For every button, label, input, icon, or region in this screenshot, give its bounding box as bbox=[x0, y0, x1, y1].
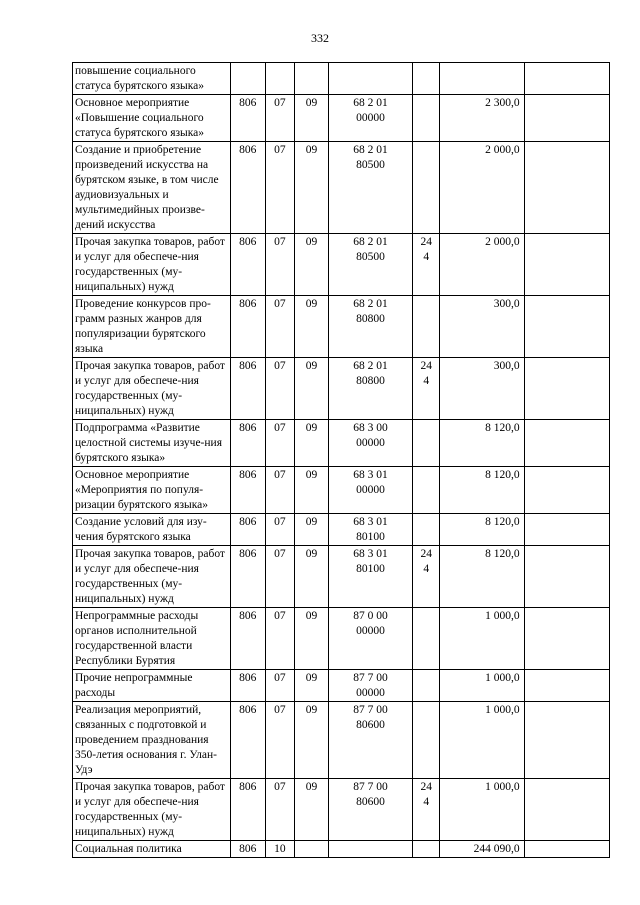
cell-section: 07 bbox=[265, 467, 294, 514]
cell-amount: 2 000,0 bbox=[440, 142, 524, 234]
cell-empty bbox=[524, 670, 609, 702]
cell-target-article: 68 3 01 80100 bbox=[328, 546, 412, 608]
cell-expense-name: Основное мероприятие «Повышение социального статуса бурятского языка» bbox=[73, 95, 231, 142]
table-row bbox=[73, 841, 610, 858]
cell-expense-type bbox=[413, 702, 440, 779]
cell-subsection: 09 bbox=[295, 420, 329, 467]
cell-expense-type: 24 4 bbox=[413, 546, 440, 608]
cell-expense-name: Основное мероприятие «Мероприятия по популя-ризации бурятского языка» bbox=[73, 467, 231, 514]
table-row bbox=[73, 514, 610, 546]
cell-empty bbox=[524, 514, 609, 546]
cell-section: 07 bbox=[265, 234, 294, 296]
budget-table bbox=[72, 62, 610, 858]
cell-expense-type bbox=[413, 420, 440, 467]
cell-amount: 1 000,0 bbox=[440, 608, 524, 670]
cell-expense-type: 24 4 bbox=[413, 234, 440, 296]
cell-grbs-code: 806 bbox=[230, 670, 265, 702]
cell-target-article: 68 2 01 80500 bbox=[328, 142, 412, 234]
cell-section: 07 bbox=[265, 514, 294, 546]
cell-section: 07 bbox=[265, 702, 294, 779]
cell-expense-name: Прочая закупка товаров, работ и услуг для обеспече-ния государственных (му-ниципальных) нужд bbox=[73, 546, 231, 608]
cell-amount: 1 000,0 bbox=[440, 702, 524, 779]
cell-target-article: 68 3 00 00000 bbox=[328, 420, 412, 467]
table-row bbox=[73, 142, 610, 234]
table-row bbox=[73, 670, 610, 702]
cell-expense-name: повышение социального статуса бурятского языка» bbox=[73, 63, 231, 95]
cell-empty bbox=[524, 702, 609, 779]
table-row bbox=[73, 467, 610, 514]
cell-empty bbox=[524, 95, 609, 142]
cell-grbs-code: 806 bbox=[230, 467, 265, 514]
cell-expense-type bbox=[413, 514, 440, 546]
cell-expense-name: Социальная политика bbox=[73, 841, 231, 858]
cell-expense-name: Прочая закупка товаров, работ и услуг для обеспече-ния государственных (му-ниципальных) нужд bbox=[73, 234, 231, 296]
cell-grbs-code: 806 bbox=[230, 358, 265, 420]
cell-section: 07 bbox=[265, 670, 294, 702]
cell-expense-name: Реализация мероприятий, связанных с подготовкой и проведением празднования 350-летия основания г. Улан-Удэ bbox=[73, 702, 231, 779]
cell-target-article: 68 2 01 80800 bbox=[328, 296, 412, 358]
cell-target-article: 87 7 00 80600 bbox=[328, 702, 412, 779]
cell-subsection: 09 bbox=[295, 142, 329, 234]
cell-section: 07 bbox=[265, 420, 294, 467]
cell-amount: 1 000,0 bbox=[440, 670, 524, 702]
cell-expense-name: Подпрограмма «Развитие целостной системы изуче-ния бурятского языка» bbox=[73, 420, 231, 467]
cell-grbs-code: 806 bbox=[230, 779, 265, 841]
cell-grbs-code: 806 bbox=[230, 702, 265, 779]
cell-grbs-code: 806 bbox=[230, 514, 265, 546]
cell-section: 07 bbox=[265, 358, 294, 420]
cell-target-article: 68 3 01 80100 bbox=[328, 514, 412, 546]
cell-section: 07 bbox=[265, 142, 294, 234]
cell-empty bbox=[524, 420, 609, 467]
cell-amount: 8 120,0 bbox=[440, 467, 524, 514]
cell-expense-type bbox=[413, 467, 440, 514]
cell-target-article: 68 2 01 00000 bbox=[328, 95, 412, 142]
cell-amount: 300,0 bbox=[440, 358, 524, 420]
cell-grbs-code: 806 bbox=[230, 95, 265, 142]
cell-subsection: 09 bbox=[295, 296, 329, 358]
cell-subsection: 09 bbox=[295, 702, 329, 779]
cell-subsection bbox=[295, 841, 329, 858]
table-row bbox=[73, 95, 610, 142]
cell-empty bbox=[524, 63, 609, 95]
page-number: 332 bbox=[311, 31, 329, 45]
cell-target-article: 87 7 00 00000 bbox=[328, 670, 412, 702]
cell-expense-type bbox=[413, 608, 440, 670]
cell-expense-name: Проведение конкурсов про-грамм разных жанров для популяризации бурятского языка bbox=[73, 296, 231, 358]
cell-subsection: 09 bbox=[295, 358, 329, 420]
cell-section: 07 bbox=[265, 95, 294, 142]
cell-amount: 1 000,0 bbox=[440, 779, 524, 841]
cell-amount: 2 300,0 bbox=[440, 95, 524, 142]
table-row bbox=[73, 358, 610, 420]
cell-subsection: 09 bbox=[295, 546, 329, 608]
cell-amount: 300,0 bbox=[440, 296, 524, 358]
cell-expense-name: Создание условий для изу-чения бурятского языка bbox=[73, 514, 231, 546]
cell-target-article: 68 2 01 80500 bbox=[328, 234, 412, 296]
table-row bbox=[73, 63, 610, 95]
cell-section: 07 bbox=[265, 779, 294, 841]
table-row bbox=[73, 234, 610, 296]
cell-section bbox=[265, 63, 294, 95]
cell-expense-name: Прочая закупка товаров, работ и услуг для обеспече-ния государственных (му-ниципальных) нужд bbox=[73, 358, 231, 420]
cell-grbs-code: 806 bbox=[230, 420, 265, 467]
cell-section: 07 bbox=[265, 546, 294, 608]
cell-target-article: 68 2 01 80800 bbox=[328, 358, 412, 420]
cell-grbs-code bbox=[230, 63, 265, 95]
table-row bbox=[73, 608, 610, 670]
cell-target-article: 87 0 00 00000 bbox=[328, 608, 412, 670]
cell-subsection: 09 bbox=[295, 608, 329, 670]
cell-expense-type bbox=[413, 670, 440, 702]
cell-empty bbox=[524, 296, 609, 358]
cell-subsection: 09 bbox=[295, 95, 329, 142]
cell-grbs-code: 806 bbox=[230, 841, 265, 858]
cell-amount: 2 000,0 bbox=[440, 234, 524, 296]
cell-expense-type bbox=[413, 63, 440, 95]
cell-subsection: 09 bbox=[295, 779, 329, 841]
cell-grbs-code: 806 bbox=[230, 546, 265, 608]
table-row bbox=[73, 296, 610, 358]
cell-empty bbox=[524, 467, 609, 514]
cell-amount: 8 120,0 bbox=[440, 420, 524, 467]
cell-empty bbox=[524, 142, 609, 234]
cell-expense-type: 24 4 bbox=[413, 358, 440, 420]
cell-section: 07 bbox=[265, 296, 294, 358]
cell-section: 10 bbox=[265, 841, 294, 858]
budget-table-body bbox=[73, 63, 610, 858]
cell-section: 07 bbox=[265, 608, 294, 670]
cell-expense-type bbox=[413, 841, 440, 858]
cell-grbs-code: 806 bbox=[230, 608, 265, 670]
cell-target-article: 68 3 01 00000 bbox=[328, 467, 412, 514]
table-row bbox=[73, 420, 610, 467]
cell-target-article bbox=[328, 841, 412, 858]
cell-empty bbox=[524, 779, 609, 841]
cell-grbs-code: 806 bbox=[230, 234, 265, 296]
cell-expense-type bbox=[413, 296, 440, 358]
cell-target-article: 87 7 00 80600 bbox=[328, 779, 412, 841]
cell-empty bbox=[524, 608, 609, 670]
cell-amount: 8 120,0 bbox=[440, 546, 524, 608]
cell-empty bbox=[524, 841, 609, 858]
cell-empty bbox=[524, 358, 609, 420]
cell-subsection bbox=[295, 63, 329, 95]
cell-expense-type bbox=[413, 95, 440, 142]
cell-expense-name: Непрограммные расходы органов исполнительной государственной власти Республики Бурятия bbox=[73, 608, 231, 670]
cell-subsection: 09 bbox=[295, 234, 329, 296]
cell-amount: 244 090,0 bbox=[440, 841, 524, 858]
cell-empty bbox=[524, 546, 609, 608]
cell-expense-type bbox=[413, 142, 440, 234]
cell-target-article bbox=[328, 63, 412, 95]
table-row bbox=[73, 779, 610, 841]
cell-amount bbox=[440, 63, 524, 95]
cell-subsection: 09 bbox=[295, 670, 329, 702]
cell-expense-type: 24 4 bbox=[413, 779, 440, 841]
table-row bbox=[73, 702, 610, 779]
cell-expense-name: Прочая закупка товаров, работ и услуг для обеспече-ния государственных (му-ниципальных) нужд bbox=[73, 779, 231, 841]
cell-grbs-code: 806 bbox=[230, 296, 265, 358]
cell-amount: 8 120,0 bbox=[440, 514, 524, 546]
cell-expense-name: Создание и приобретение произведений искусства на бурятском языке, в том числе аудиовизуальных и мультимедийных произве-дений искусства bbox=[73, 142, 231, 234]
table-row bbox=[73, 546, 610, 608]
cell-subsection: 09 bbox=[295, 467, 329, 514]
cell-grbs-code: 806 bbox=[230, 142, 265, 234]
cell-subsection: 09 bbox=[295, 514, 329, 546]
cell-expense-name: Прочие непрограммные расходы bbox=[73, 670, 231, 702]
cell-empty bbox=[524, 234, 609, 296]
